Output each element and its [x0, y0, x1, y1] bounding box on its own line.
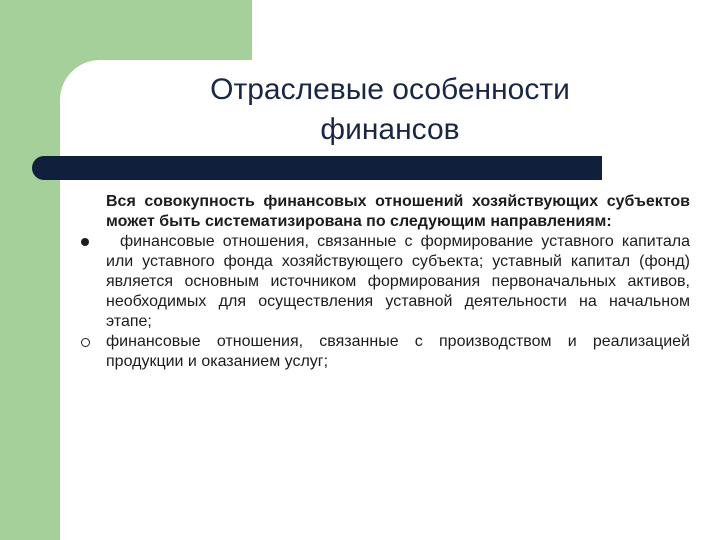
- title-divider-bar: [32, 156, 602, 180]
- slide-title: [60, 70, 720, 150]
- bullet-text: финансовые отношения, связанные с формирование уставного капитала или уставного фонда хозяйствующего субъекта; уставный капитал (фонд) является основным источником формирования первоначальных активов, необходимых для осуществления уставной деятельности на начальном этапе;: [106, 233, 690, 330]
- list-item: [106, 332, 690, 372]
- slide-title-line-2: финансов: [320, 113, 460, 146]
- intro-paragraph: Вся совокупность финансовых отношений хозяйствующих субъектов может быть систематизирована по следующим направлениям:: [106, 193, 690, 230]
- bullet-dot-icon: [81, 238, 89, 246]
- bullet-text: финансовые отношения, связанные с производством и реализацией продукции и оказанием услуг;: [106, 333, 690, 370]
- slide-body: [106, 192, 690, 372]
- list-item: [106, 232, 690, 332]
- bullet-list: [106, 232, 690, 372]
- slide-title-line-1: Отраслевые особенности: [210, 73, 570, 106]
- bullet-circle-icon: [81, 338, 90, 347]
